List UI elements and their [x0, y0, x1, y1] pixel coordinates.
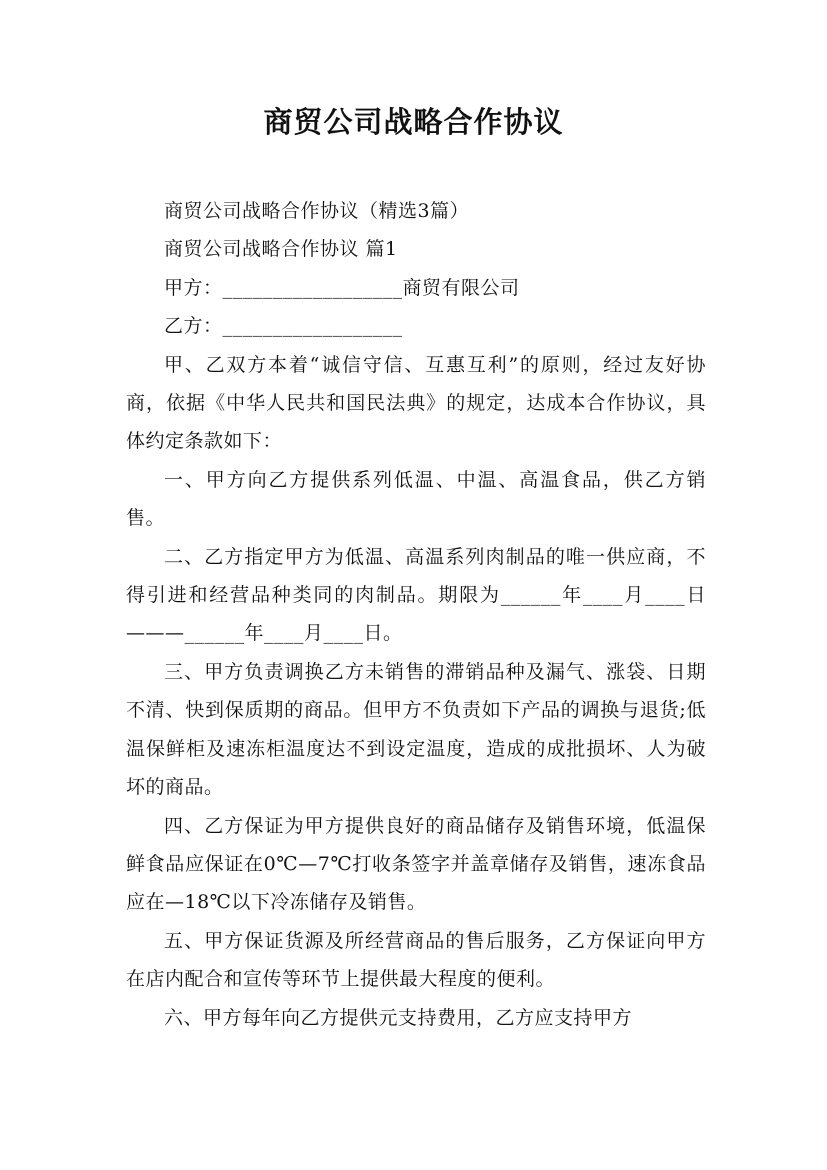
paragraph-party-b: 乙方：__________________: [164, 315, 403, 338]
paragraph-clause-4: 四、乙方保证为甲方提供良好的商品储存及销售环境，低温保鲜食品应保证在0℃—7℃打收条签字并盖章储存及销售，速冻食品应在—18℃以下冷冻储存及销售。: [126, 814, 706, 914]
document-body: [126, 192, 706, 1037]
paragraph-clause-5: 五、甲方保证货源及所经营商品的售后服务，乙方保证向甲方在店内配合和宣传等环节上提供最大程度的便利。: [126, 929, 706, 991]
paragraph-clause-6: 六、甲方每年向乙方提供元支持费用，乙方应支持甲方: [164, 1006, 633, 1029]
document-title: 商贸公司战略合作协议: [263, 105, 564, 139]
paragraph-clause-1: 一、甲方向乙方提供系列低温、中温、高温食品，供乙方销售。: [126, 468, 706, 530]
paragraph-preamble: 甲、乙双方本着“诚信守信、互惠互利”的原则，经过友好协商，依据《中华人民共和国民法典》的规定，达成本合作协议，具体约定条款如下：: [126, 353, 706, 453]
paragraph-section-heading: 商贸公司战略合作协议 篇1: [164, 238, 398, 261]
paragraph-subtitle: 商贸公司战略合作协议（精选3篇）: [164, 200, 470, 222]
paragraph-clause-2: 二、乙方指定甲方为低温、高温系列肉制品的唯一供应商，不得引进和经营品种类同的肉制品。期限为______年____月____日———______年____月____日。: [126, 545, 706, 645]
paragraph-clause-3: 三、甲方负责调换乙方未销售的滞销品种及漏气、涨袋、日期不清、快到保质期的商品。但甲方不负责如下产品的调换与退货;低温保鲜柜及速冻柜温度达不到设定温度，造成的成批损坏、人为破坏的商品。: [126, 660, 706, 799]
paragraph-party-a: 甲方：__________________商贸有限公司: [164, 276, 520, 299]
